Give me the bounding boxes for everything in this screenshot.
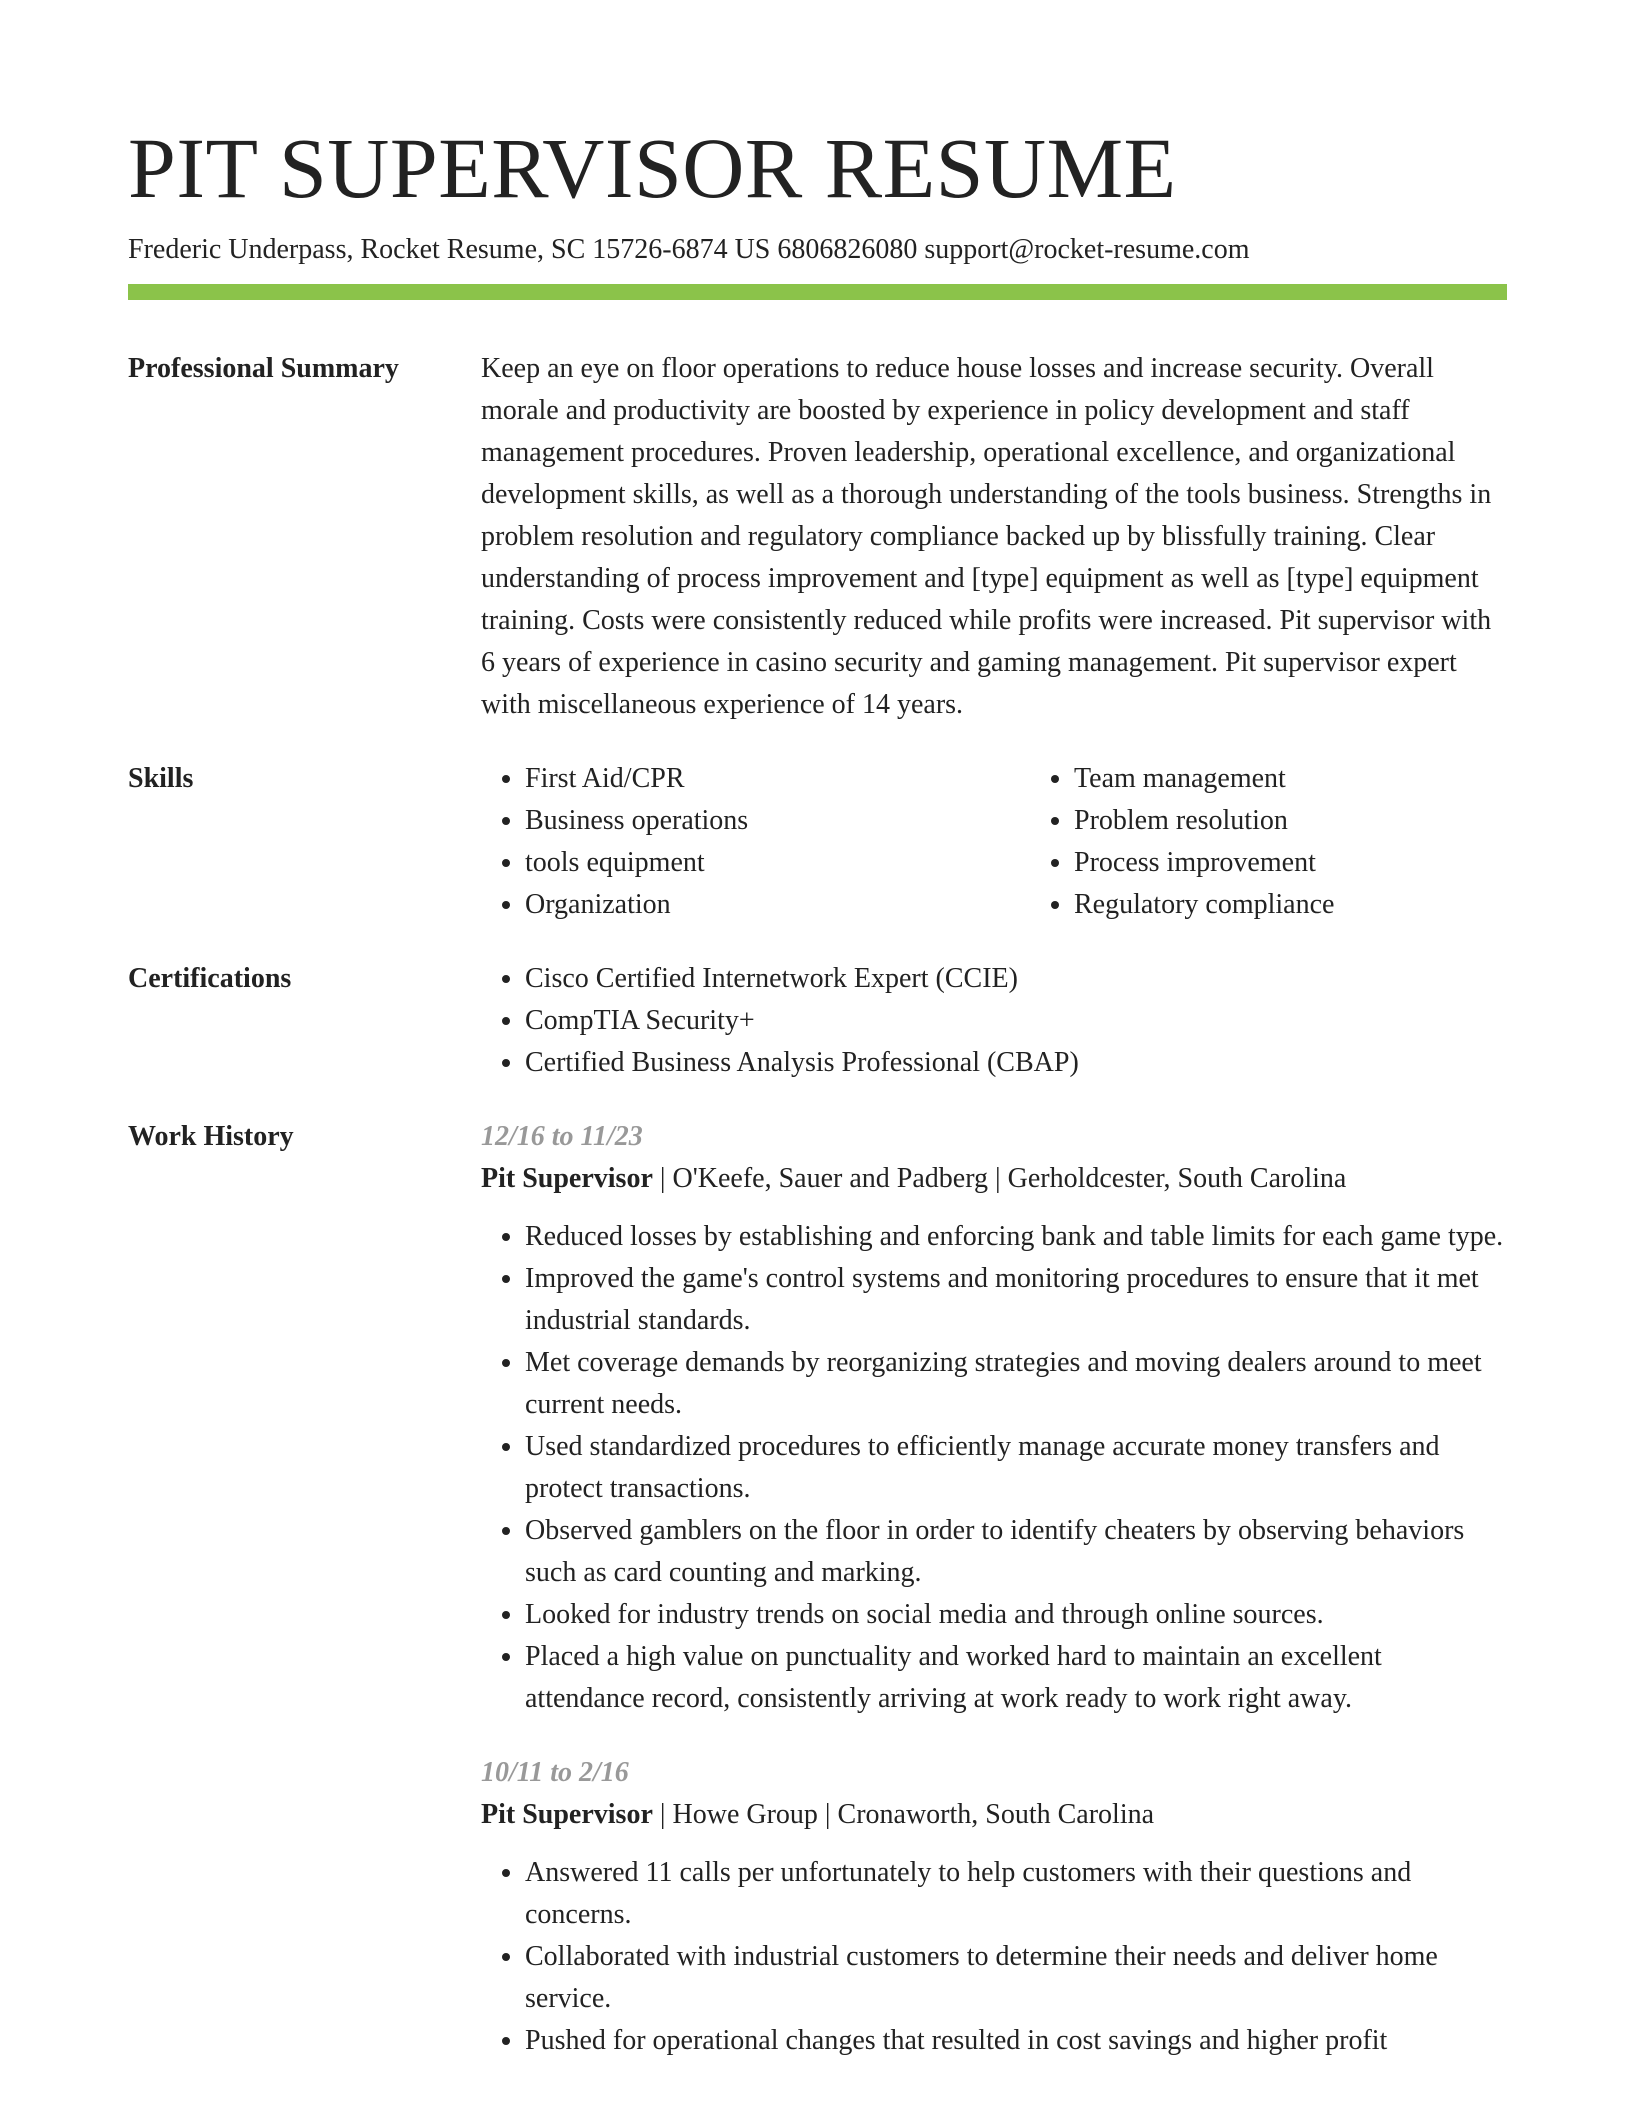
- skills-column-right: [1030, 758, 1579, 926]
- job-duty: • Placed a high value on punctuality and worked hard to maintain an excellent attendance record, consistently arriving at work ready to work right away.: [525, 1636, 1507, 1720]
- work-history-section: [128, 1116, 1507, 2062]
- job-title: Pit Supervisor: [481, 1799, 653, 1830]
- contact-line: [128, 230, 1507, 270]
- skills-grid: [481, 758, 1579, 926]
- certification-item: • Certified Business Analysis Professional (CBAP): [525, 1042, 1507, 1084]
- certification-item: • CompTIA Security+: [525, 1000, 1507, 1042]
- work-history-heading: Work History: [128, 1121, 294, 1152]
- contact-address: Frederic Underpass, Rocket Resume, SC 15726-6874 US: [128, 234, 771, 265]
- job-duty: • Met coverage demands by reorganizing strategies and moving dealers around to meet current needs.: [525, 1342, 1507, 1426]
- certifications-heading: Certifications: [128, 963, 292, 994]
- job-duty: • Reduced losses by establishing and enforcing bank and table limits for each game type.: [525, 1216, 1507, 1258]
- certifications-list: [481, 958, 1507, 1084]
- skill-item: • tools equipment: [525, 842, 1030, 884]
- resume-page: [128, 118, 1507, 2062]
- job-title: Pit Supervisor: [481, 1163, 653, 1194]
- skills-column-left: [481, 758, 1030, 926]
- skill-item: • First Aid/CPR: [525, 758, 1030, 800]
- job-duties-list: [481, 1852, 1507, 2062]
- skill-item: • Process improvement: [1074, 842, 1579, 884]
- skill-item: • Regulatory compliance: [1074, 884, 1579, 926]
- resume-title: PIT SUPERVISOR RESUME: [128, 120, 1177, 216]
- skill-item: • Problem resolution: [1074, 800, 1579, 842]
- job-duty: • Improved the game's control systems and monitoring procedures to ensure that it met industrial standards.: [525, 1258, 1507, 1342]
- header-divider: [128, 284, 1507, 300]
- job-duty: • Looked for industry trends on social media and through online sources.: [525, 1594, 1507, 1636]
- summary-heading: Professional Summary: [128, 353, 399, 384]
- job-employer-location: | O'Keefe, Sauer and Padberg | Gerholdcester, South Carolina: [652, 1163, 1347, 1194]
- skill-item: • Organization: [525, 884, 1030, 926]
- job-duty: • Answered 11 calls per unfortunately to help customers with their questions and concerns.: [525, 1852, 1507, 1936]
- job-header: [481, 1158, 1507, 1200]
- contact-phone: 6806826080: [777, 234, 918, 265]
- job-header: [481, 1794, 1507, 1836]
- skill-item: • Business operations: [525, 800, 1030, 842]
- job-duty: • Collaborated with industrial customers to determine their needs and deliver home service.: [525, 1936, 1507, 2020]
- contact-email[interactable]: support@rocket-resume.com: [924, 234, 1250, 265]
- job-duty: • Observed gamblers on the floor in order to identify cheaters by observing behaviors such as card counting and marking.: [525, 1510, 1507, 1594]
- skills-heading: Skills: [128, 763, 194, 794]
- job-duties-list: [481, 1216, 1507, 1720]
- job-dates: 12/16 to 11/23: [481, 1121, 643, 1152]
- job-entry: [481, 1752, 1507, 2062]
- job-duty: • Used standardized procedures to efficiently manage accurate money transfers and protect transactions.: [525, 1426, 1507, 1510]
- certification-item: • Cisco Certified Internetwork Expert (CCIE): [525, 958, 1507, 1000]
- certifications-section: [128, 958, 1507, 1084]
- skill-item: • Team management: [1074, 758, 1579, 800]
- job-duty: • Pushed for operational changes that resulted in cost savings and higher profit: [525, 2020, 1507, 2062]
- summary-text: Keep an eye on floor operations to reduce house losses and increase security. Overall morale and productivity are boosted by experience in policy development and staff management procedures. Proven leadership, operational excellence, and organizational development skills, as well as a thorough understanding of the tools business. Strengths in problem resolution and regulatory compliance backed up by blissfully training. Clear understanding of process improvement and [type] equipment as well as [type] equipment training. Costs were consistently reduced while profits were increased. Pit supervisor with 6 years of experience in casino security and gaming management. Pit supervisor expert with miscellaneous experience of 14 years.: [481, 353, 1492, 720]
- job-dates: 10/11 to 2/16: [481, 1757, 629, 1788]
- job-employer-location: | Howe Group | Cronaworth, South Carolina: [652, 1799, 1155, 1830]
- skills-section: [128, 758, 1507, 926]
- job-entry: [481, 1116, 1507, 1720]
- summary-section: [128, 348, 1507, 726]
